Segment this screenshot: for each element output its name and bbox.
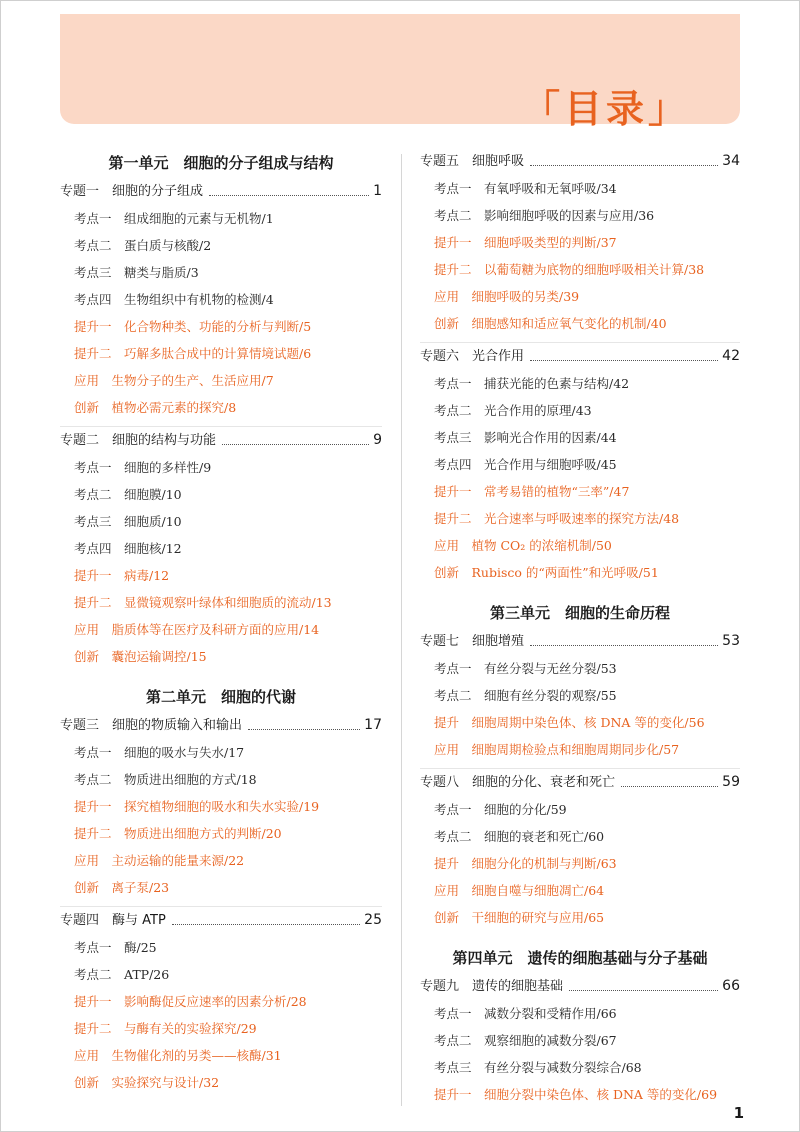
leader-dots — [569, 973, 718, 991]
toc-item[interactable]: 考点二 ATP/26 — [74, 967, 170, 982]
topic-label: 专题二 细胞的结构与功能 — [60, 433, 217, 448]
toc-item[interactable]: 提升一 探究植物细胞的吸水和失水实验/19 — [74, 799, 320, 814]
toc-item[interactable]: 创新 细胞感知和适应氧气变化的机制/40 — [434, 316, 667, 331]
page-number: 1 — [733, 1104, 744, 1122]
toc-item[interactable]: 应用 植物 CO₂ 的浓缩机制/50 — [434, 538, 612, 553]
toc-item[interactable]: 考点二 光合作用的原理/43 — [434, 403, 592, 418]
leader-dots — [621, 769, 718, 787]
toc-item[interactable]: 提升二 显微镜观察叶绿体和细胞质的流动/13 — [74, 595, 332, 610]
toc-item[interactable]: 应用 脂质体等在医疗及科研方面的应用/14 — [74, 622, 320, 637]
toc-item[interactable]: 考点三 影响光合作用的因素/44 — [434, 430, 617, 445]
toc-item[interactable]: 考点一 组成细胞的元素与无机物/1 — [74, 211, 274, 226]
toc-item[interactable]: 提升二 物质进出细胞方式的判断/20 — [74, 826, 282, 841]
toc-item[interactable]: 提升一 常考易错的植物“三率”/47 — [434, 484, 630, 499]
toc-item[interactable]: 考点三 细胞质/10 — [74, 514, 182, 529]
toc-item[interactable]: 提升一 细胞分裂中染色体、核 DNA 等的变化/69 — [434, 1087, 718, 1102]
topic-row[interactable] — [420, 148, 740, 175]
header-banner — [60, 14, 740, 131]
topic-label: 专题七 细胞增殖 — [420, 634, 525, 649]
toc-item[interactable]: 考点一 酶/25 — [74, 940, 157, 955]
topic-label: 专题三 细胞的物质输入和输出 — [60, 718, 243, 733]
toc-item[interactable]: 创新 实验探究与设计/32 — [74, 1075, 220, 1090]
toc-item[interactable]: 考点四 光合作用与细胞呼吸/45 — [434, 457, 617, 472]
toc-item[interactable]: 考点四 细胞核/12 — [74, 541, 182, 556]
toc-item[interactable]: 考点二 影响细胞呼吸的因素与应用/36 — [434, 208, 655, 223]
topic-label: 专题一 细胞的分子组成 — [60, 184, 204, 199]
toc-item[interactable]: 提升一 影响酶促反应速率的因素分析/28 — [74, 994, 307, 1009]
toc-item[interactable]: 提升二 以葡萄糖为底物的细胞呼吸相关计算/38 — [434, 262, 705, 277]
toc-item[interactable]: 创新 囊泡运输调控/15 — [74, 649, 207, 664]
leader-dots — [172, 907, 360, 925]
toc-item[interactable]: 考点一 捕获光能的色素与结构/42 — [434, 376, 630, 391]
topic-row[interactable] — [60, 178, 382, 205]
topic-label: 专题五 细胞呼吸 — [420, 154, 525, 169]
toc-item[interactable]: 考点二 细胞有丝分裂的观察/55 — [434, 688, 617, 703]
toc-item[interactable]: 提升二 与酶有关的实验探究/29 — [74, 1021, 257, 1036]
toc-item[interactable]: 创新 离子泵/23 — [74, 880, 170, 895]
right-column — [420, 148, 740, 1108]
leader-dots — [248, 712, 360, 730]
toc-item[interactable]: 考点二 细胞的衰老和死亡/60 — [434, 829, 605, 844]
topic-row[interactable] — [420, 628, 740, 655]
column-divider — [401, 154, 402, 1106]
toc-item[interactable]: 应用 细胞呼吸的另类/39 — [434, 289, 580, 304]
toc-item[interactable]: 应用 细胞自噬与细胞凋亡/64 — [434, 883, 605, 898]
toc-item[interactable]: 考点一 减数分裂和受精作用/66 — [434, 1006, 617, 1021]
toc-item[interactable]: 考点一 细胞的多样性/9 — [74, 460, 212, 475]
toc-item[interactable]: 考点一 细胞的分化/59 — [434, 802, 567, 817]
toc-item[interactable]: 考点三 有丝分裂与减数分裂综合/68 — [434, 1060, 642, 1075]
toc-item[interactable]: 应用 生物分子的生产、生活应用/7 — [74, 373, 274, 388]
leader-dots — [222, 427, 369, 445]
topic-label: 专题九 遗传的细胞基础 — [420, 979, 564, 994]
page-title: 「目录」 — [521, 87, 690, 131]
topic-row[interactable] — [420, 973, 740, 1000]
toc-item[interactable]: 提升二 光合速率与呼吸速率的探究方法/48 — [434, 511, 680, 526]
toc-item[interactable]: 考点二 观察细胞的减数分裂/67 — [434, 1033, 617, 1048]
toc-item[interactable]: 考点四 生物组织中有机物的检测/4 — [74, 292, 274, 307]
toc-item[interactable]: 提升一 病毒/12 — [74, 568, 170, 583]
toc-item[interactable]: 应用 细胞周期检验点和细胞周期同步化/57 — [434, 742, 680, 757]
toc-item[interactable]: 考点一 有氧呼吸和无氧呼吸/34 — [434, 181, 617, 196]
toc-item[interactable]: 提升 细胞周期中染色体、核 DNA 等的变化/56 — [434, 715, 705, 730]
topic-page: 66 — [722, 978, 740, 994]
topic-label: 专题六 光合作用 — [420, 349, 525, 364]
toc-item[interactable]: 创新 Rubisco 的“两面性”和光呼吸/51 — [434, 565, 659, 580]
toc-item[interactable]: 考点三 糖类与脂质/3 — [74, 265, 199, 280]
leader-dots — [530, 148, 718, 166]
toc-item[interactable]: 应用 生物催化剂的另类——核酶/31 — [74, 1048, 282, 1063]
unit-title: 第二单元 细胞的代谢 — [145, 688, 296, 706]
topic-label: 专题八 细胞的分化、衰老和死亡 — [420, 775, 616, 790]
unit-title: 第三单元 细胞的生命历程 — [489, 604, 670, 622]
topic-page: 59 — [722, 774, 740, 790]
left-column — [60, 148, 382, 1096]
topic-page: 9 — [373, 432, 382, 448]
toc-item[interactable]: 考点二 物质进出细胞的方式/18 — [74, 772, 257, 787]
toc-item[interactable]: 考点二 细胞膜/10 — [74, 487, 182, 502]
topic-label: 专题四 酶与 ATP — [60, 913, 166, 928]
topic-page: 1 — [373, 183, 382, 199]
toc-item[interactable]: 考点一 有丝分裂与无丝分裂/53 — [434, 661, 617, 676]
topic-page: 53 — [722, 633, 740, 649]
unit-title: 第四单元 遗传的细胞基础与分子基础 — [452, 949, 708, 967]
topic-row[interactable] — [420, 768, 740, 796]
topic-page: 17 — [364, 717, 382, 733]
unit-title: 第一单元 细胞的分子组成与结构 — [108, 154, 334, 172]
topic-row[interactable] — [420, 342, 740, 370]
topic-page: 42 — [722, 348, 740, 364]
toc-item[interactable]: 提升一 细胞呼吸类型的判断/37 — [434, 235, 617, 250]
leader-dots — [209, 178, 369, 196]
toc-item[interactable]: 创新 干细胞的研究与应用/65 — [434, 910, 605, 925]
toc-item[interactable]: 提升二 巧解多肽合成中的计算情境试题/6 — [74, 346, 312, 361]
topic-row[interactable] — [60, 712, 382, 739]
leader-dots — [530, 628, 718, 646]
topic-page: 34 — [722, 153, 740, 169]
toc-item[interactable]: 提升 细胞分化的机制与判断/63 — [434, 856, 617, 871]
topic-row[interactable] — [60, 906, 382, 934]
toc-item[interactable]: 提升一 化合物种类、功能的分析与判断/5 — [74, 319, 312, 334]
topic-row[interactable] — [60, 426, 382, 454]
toc-item[interactable]: 创新 植物必需元素的探究/8 — [74, 400, 237, 415]
topic-page: 25 — [364, 912, 382, 928]
toc-item[interactable]: 应用 主动运输的能量来源/22 — [74, 853, 245, 868]
toc-item[interactable]: 考点一 细胞的吸水与失水/17 — [74, 745, 245, 760]
toc-item[interactable]: 考点二 蛋白质与核酸/2 — [74, 238, 212, 253]
leader-dots — [530, 343, 718, 361]
